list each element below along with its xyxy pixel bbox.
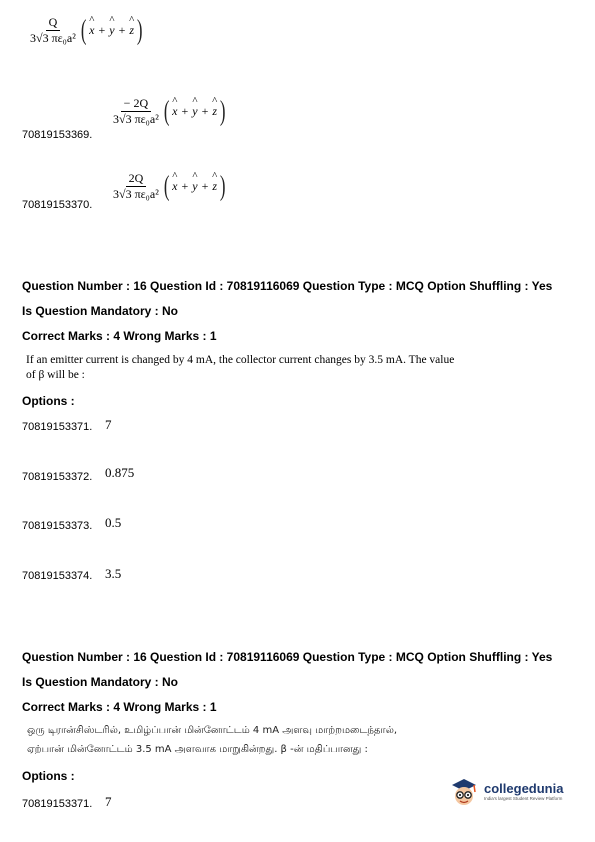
option-id: 70819153369. (22, 129, 93, 141)
option-id: 70819153373. (22, 520, 93, 532)
formula-option-2 (110, 172, 227, 201)
marks-line: Correct Marks : 4 Wrong Marks : 1 (22, 329, 217, 343)
question-header: Question Number : 16 Question Id : 70819116069 Question Type : MCQ Option Shuffling : Yes (22, 279, 553, 293)
option-value: 7 (105, 417, 112, 432)
denominator: 3√3 πε₀a² (30, 31, 76, 45)
fraction (110, 97, 162, 126)
mandatory-line: Is Question Mandatory : No (22, 675, 179, 689)
option-value: 7 (105, 794, 112, 809)
mandatory-line: Is Question Mandatory : No (22, 304, 179, 318)
formula-top (27, 16, 144, 45)
denominator: 3√3 πε₀a² (113, 187, 159, 201)
option-id: 70819153371. (22, 421, 93, 433)
question-text-line-1: ஒரு டிரான்சிஸ்டரில், உமிழ்ப்பான் மின்னோட்டம் 4 mA அளவு மாற்றமடைந்தால், (27, 725, 398, 736)
denominator: 3√3 πε₀a² (113, 112, 159, 126)
option-value: 0.5 (105, 515, 122, 530)
question-text-line-2: ஏற்பான் மின்னோட்டம் 3.5 mA அளவாக மாறுகின்றது. β -ன் மதிப்பானது : (27, 744, 368, 755)
options-label: Options : (22, 769, 75, 783)
option-id: 70819153374. (22, 570, 93, 582)
numerator: − 2Q (121, 97, 151, 112)
options-label: Options : (22, 394, 75, 408)
question-text-line-2: of β will be : (26, 369, 85, 381)
fraction (27, 16, 79, 45)
numerator: Q (46, 16, 61, 31)
vector-sum: ( ^ x + ^ y + ^ z ) (79, 17, 145, 45)
option-id: 70819153371. (22, 798, 93, 810)
option-id: 70819153370. (22, 199, 93, 211)
vector-sum: ( ^ x + ^ y + ^ z ) (162, 98, 228, 126)
marks-line: Correct Marks : 4 Wrong Marks : 1 (22, 700, 217, 714)
option-id: 70819153372. (22, 471, 93, 483)
option-value: 0.875 (105, 465, 135, 480)
logo-tagline: India's largest Student Review Platform (484, 796, 563, 801)
formula-option-1 (110, 97, 227, 126)
question-header: Question Number : 16 Question Id : 70819116069 Question Type : MCQ Option Shuffling : Yes (22, 650, 553, 664)
mascot-icon (448, 776, 480, 808)
question-text-line-1: If an emitter current is changed by 4 mA, the collector current changes by 3.5 mA. The value (26, 354, 455, 366)
fraction (110, 172, 162, 201)
numerator: 2Q (126, 172, 147, 187)
option-value: 3.5 (105, 566, 122, 581)
logo-name: collegedunia (484, 781, 564, 796)
vector-sum: ( ^ x + ^ y + ^ z ) (162, 173, 228, 201)
collegedunia-logo (448, 776, 563, 808)
